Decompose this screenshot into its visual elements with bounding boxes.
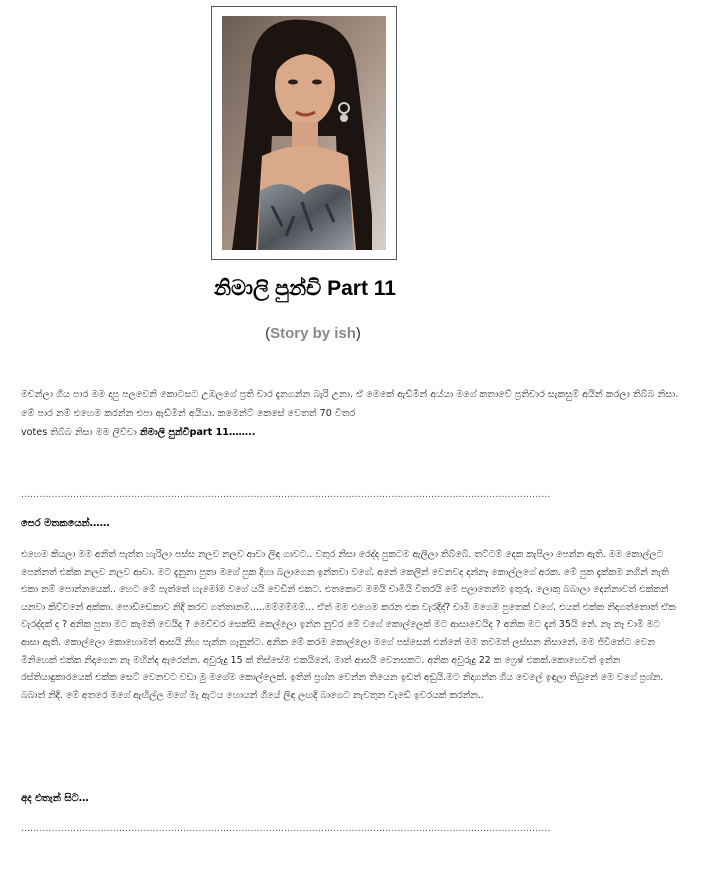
- byline-close-paren: ): [355, 325, 361, 342]
- story-byline: [0, 325, 626, 342]
- story-photo-frame: [211, 6, 397, 260]
- intro-bold-text: නිමාලි පුන්චිpart 11……..: [139, 427, 256, 438]
- story-title: නිමාලි පුන්චි Part 11: [213, 277, 396, 300]
- separator-dots-2: .............................................................................................................................................................................: [21, 824, 551, 834]
- intro-paragraph: [21, 385, 681, 442]
- story-photo: [222, 16, 386, 250]
- intro-votes-text: votes තිබ්බ නිසා මම ලිව්වා: [21, 427, 137, 438]
- portrait-photo-icon: [222, 16, 386, 250]
- recap-label: පෙර මතකයෙන්……: [21, 518, 110, 529]
- recap-paragraph: එහෙම කියලා මම අනිත් පැත්ත හැරිලා පස්ස නලව නලව ආවා ලිඳ ගාවට.. වතුර නිසා රෙද්ද පුකටම ඇලිලා තිබ්බේ. තට්ටම් දෙක කැපිලා පෙන්න ඇති. මම කොල්ලට පෙන්නත් එක්ක නලව නලව ආවා. මට දැනුනා පුතා මගේ පුක දිහා බලාගෙන ඉන්නවා වගේ. අනේ කෙලින් වෙනවද දන්නෑ කොල්ලගේ අරක. මේ පුක දැක්කම නගින් නැති එකා නම් පොන්නයෙක්.. හෙට මේ පැත්තේ හැමෝම වගේ යයි වෙඩින් එකට. එතකොට මමයි චාමියි විතරයි මේ පලාතෙන්ම ඉතුරු. ලොකු බබාලා දෙන්නාවත් එක්කන් යනවා කිව්වනේ අක්කා. පොඩ්ඩෙකාව නිදි කරව ගත්තානම්.....මම්මම්මම්... ඒත් මම එහෙම කරන එක වැරදිද්? චාමි මගෙම පුතෙක් වගේ. එයත් එක්ක නිදාගත්තොත් ඒක වැරද්දක් ද ? අනික පුතා මට කැමති වෙයිද ? මෙච්චර සෙක්සි කෙල්ලො ඉන්න නුවර මේ වගේ කොල්ලෙක් මට ආසාවෙයිද ? අනික මට දැන් 35යි නේ. නෑ නෑ චාමි මට ආසා ඇති. කොල්ලො කොහොමත් ආසයි නිහ පැන්න ගෑනුන්ට. අනික මේ කරම කොල්ලො මගේ පස්සෙන් එන්නේ මම තවමත් ලස්සන නිසානේ. මම ජිවිතේට වෙන මිනිහෙක් එක්ක නිදාගෙන නෑ මහින්ද ඇරෙන්න. අවුරුදු 15 ක් තිස්සේම එකයිනේ. මාත් ආසයි වෙනසකට. අනික අවුරුදු 22 ක ෆ්‍රෙෂ් එකක්.කොහෙවත් ඉන්න රස්තියාදුකාරයෙක් එක්ක සෙට් වෙනවට වඩා මු මගේම කොල්ලෙක්. ඉතින් ප්‍රශ්න වෙන්න තියෙන ඉඩත් අඩුයි.මට නිදාගන්න ගිය වෙලේ ඉඳලා තිබුනේ මෙ වගේ ප්‍රශ්න. බබාත් නිදි. මේ අතරෙ මගේ ඇඟිල්ල මගේ මැ ඇටය හොයන් ගියේ ලිඳ ලඟදි බාගෙට නැවතුන වැඩේ ඉවරයක් කරන්න..: [21, 549, 676, 701]
- intro-text: මචන්ලා ගිය පාර මම දාපු පලවෙනි කොටසට උඹලගේ ප්‍රති චාර දැනගන්න බැරි උනා. ඒ මෙකේ ඇඩ්මින් අය්යා මගේ කතාවේ ප්‍රතිචාර සැකසුම් අයින් කරලා තිබ්බ නිසා. මේ පාර නම් එහෙම කරන්න එපා ඇඩ්මින් අයියා. කමෙන්ට් කෙසේ වෙතත් 70 විතර: [21, 389, 679, 419]
- byline-open-paren: (: [265, 325, 271, 342]
- separator-dots-1: .............................................................................................................................................................................: [21, 490, 551, 500]
- today-label: අද එතැන් සිට…: [21, 793, 89, 804]
- byline-text: Story by ish: [270, 325, 356, 342]
